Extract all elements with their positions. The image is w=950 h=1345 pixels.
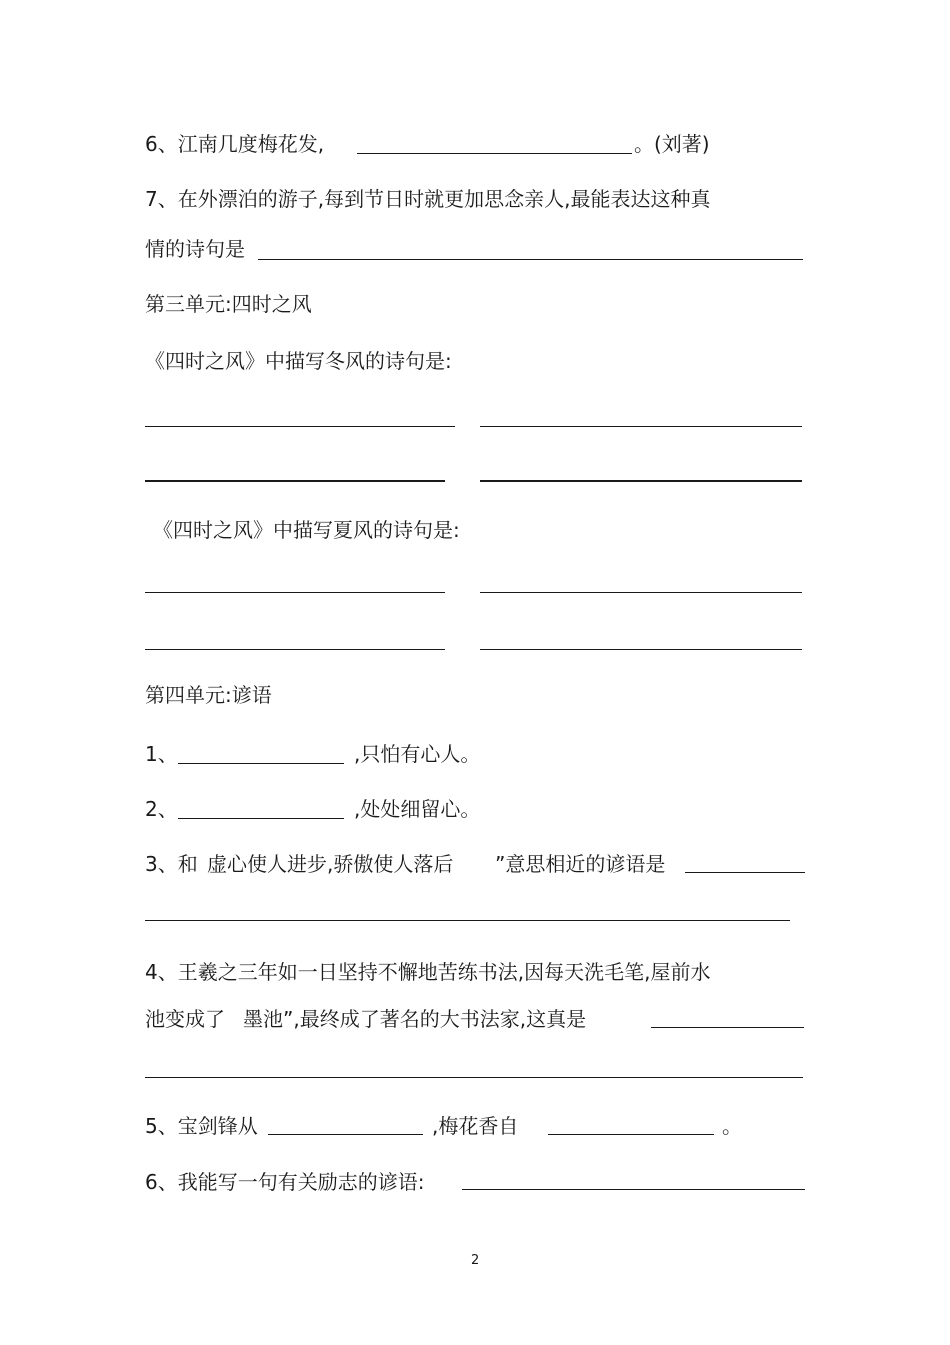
- proverb5-middle: ,梅花香自: [432, 1114, 519, 1138]
- summer-line-4[interactable]: [480, 649, 802, 650]
- proverb6-text: 6、我能写一句有关励志的谚语:: [145, 1170, 425, 1194]
- winter-line-2[interactable]: [480, 426, 802, 427]
- proverb1-answer-line[interactable]: [178, 763, 344, 764]
- unit4-title: 第四单元:谚语: [145, 683, 272, 707]
- proverb4-line1: 4、王羲之三年如一日坚持不懈地苦练书法,因每天洗毛笔,屋前水: [145, 960, 711, 984]
- winter-line-3[interactable]: [145, 480, 445, 482]
- proverb5-answer-line-b[interactable]: [548, 1134, 714, 1135]
- proverb4-answer-line-b[interactable]: [145, 1077, 803, 1078]
- proverb3-quote: 虚心使人进步,骄傲使人落后: [207, 852, 454, 876]
- proverb2-text: ,处处细留心。: [354, 797, 481, 821]
- q7-answer-line[interactable]: [258, 259, 803, 260]
- q6-suffix: 。(刘著): [634, 132, 710, 156]
- winter-prompt: 《四时之风》中描写冬风的诗句是:: [145, 349, 452, 373]
- proverb1-text: ,只怕有心人。: [354, 742, 481, 766]
- proverb4-line2a: 池变成了: [145, 1007, 225, 1031]
- proverb3-suffix: ”意思相近的谚语是: [495, 852, 666, 876]
- summer-line-1[interactable]: [145, 592, 445, 593]
- page-number: 2: [471, 1253, 480, 1268]
- proverb5-answer-line-a[interactable]: [268, 1134, 423, 1135]
- winter-line-1[interactable]: [145, 426, 455, 427]
- winter-line-4[interactable]: [480, 480, 802, 482]
- summer-line-3[interactable]: [145, 649, 445, 650]
- proverb2-answer-line[interactable]: [178, 818, 344, 819]
- unit3-title: 第三单元:四时之风: [145, 292, 312, 316]
- summer-prompt: 《四时之风》中描写夏风的诗句是:: [153, 518, 460, 542]
- proverb4-line2b: 墨池”,最终成了著名的大书法家,这真是: [243, 1007, 587, 1031]
- proverb6-answer-line[interactable]: [462, 1189, 805, 1190]
- proverb3-answer-line-a[interactable]: [685, 872, 805, 873]
- q6-prefix: 6、江南几度梅花发,: [145, 132, 325, 156]
- proverb3-prefix: 3、和: [145, 852, 198, 876]
- q6-answer-line[interactable]: [357, 153, 632, 154]
- q7-line1: 7、在外漂泊的游子,每到节日时就更加思念亲人,最能表达这种真: [145, 187, 711, 211]
- proverb3-answer-line-b[interactable]: [145, 920, 790, 921]
- proverb2-number: 2、: [145, 797, 178, 821]
- q7-line2: 情的诗句是: [145, 237, 245, 261]
- proverb5-prefix: 5、宝剑锋从: [145, 1114, 258, 1138]
- proverb4-answer-line-a[interactable]: [651, 1027, 804, 1028]
- summer-line-2[interactable]: [480, 592, 802, 593]
- proverb1-number: 1、: [145, 742, 178, 766]
- proverb5-suffix: 。: [722, 1114, 742, 1138]
